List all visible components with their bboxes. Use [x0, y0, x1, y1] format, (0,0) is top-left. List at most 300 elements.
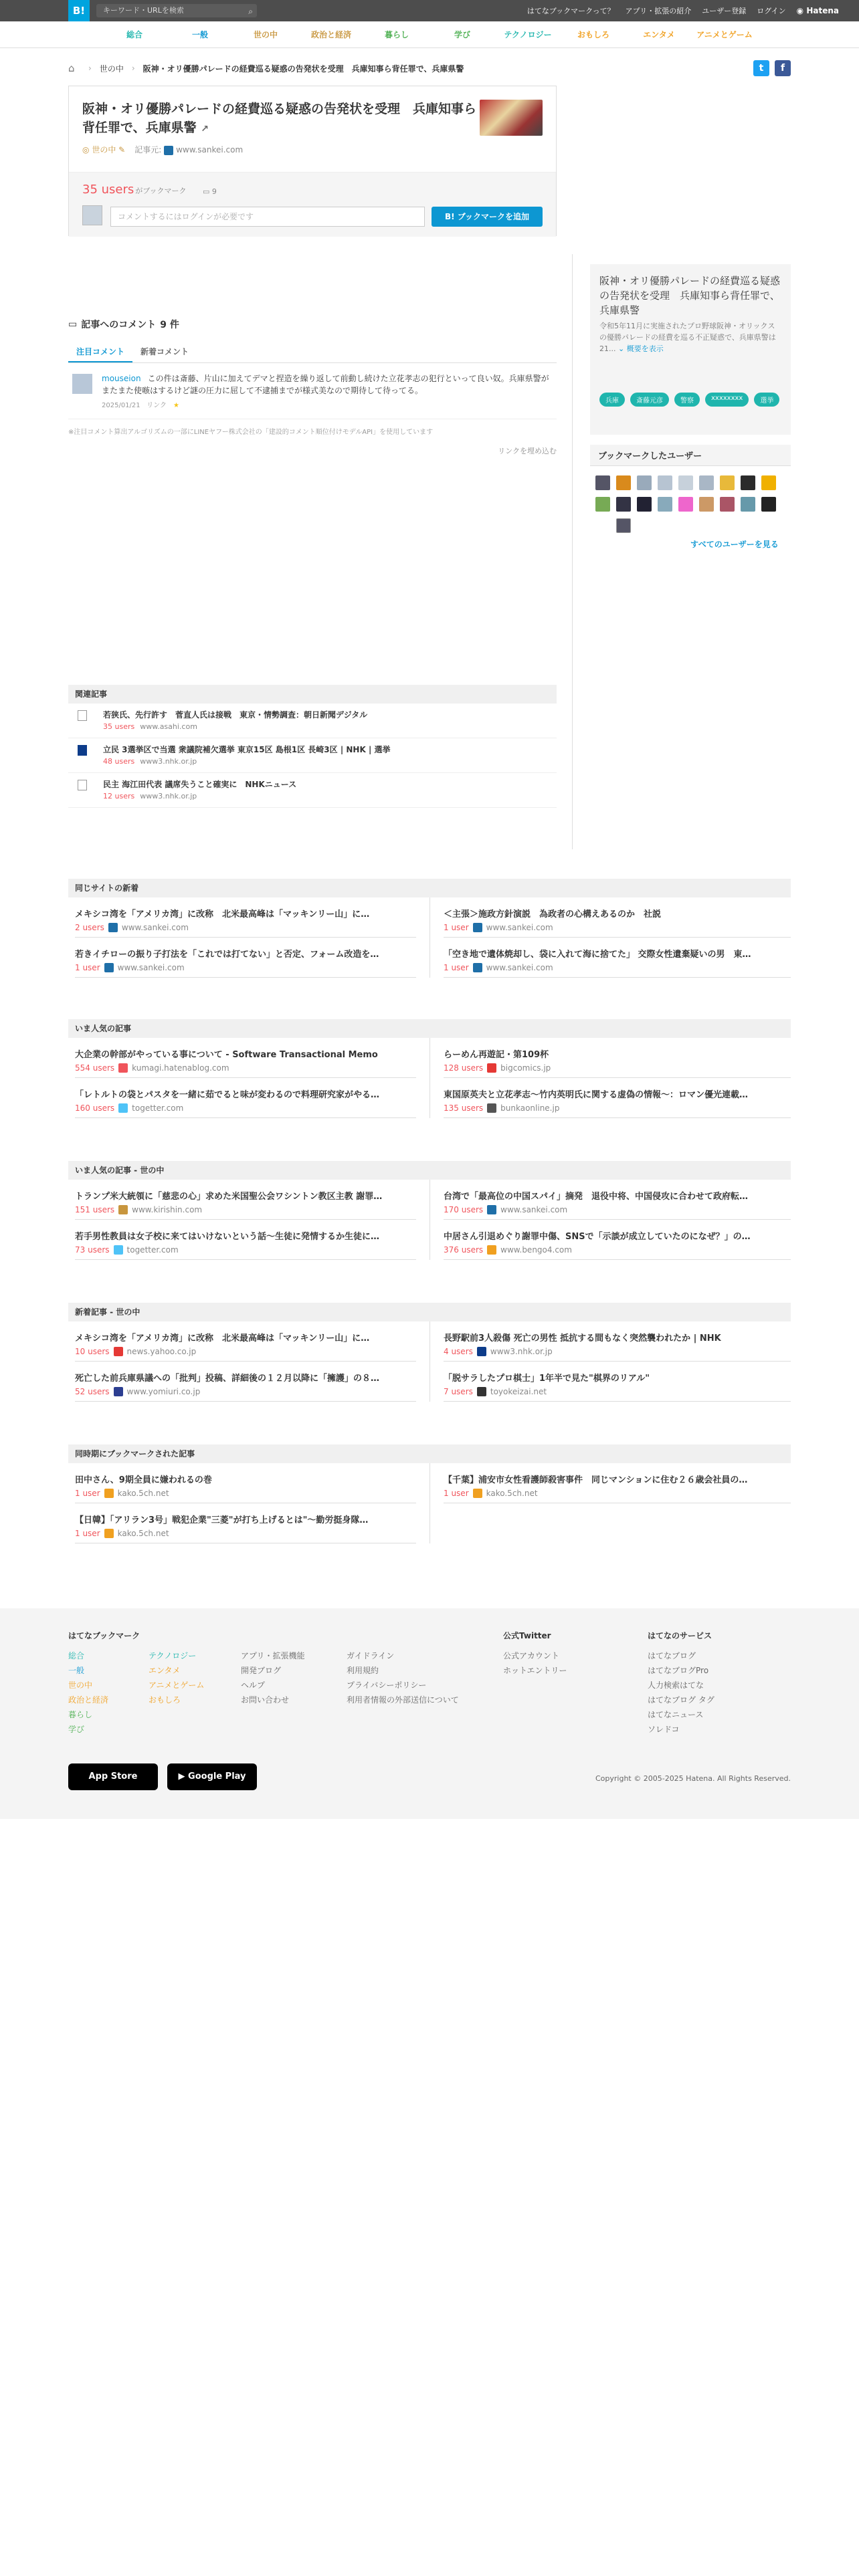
article-domain[interactable]: www.yomiuri.co.jp — [126, 1387, 201, 1396]
search-input[interactable] — [96, 4, 257, 17]
article-column-right — [430, 1180, 791, 1260]
article-users[interactable]: 1 user — [444, 963, 469, 972]
avatar — [82, 205, 102, 225]
footer-twitter-col — [503, 1628, 567, 1678]
bookmark-users-box — [590, 445, 791, 565]
comments-count: 9 件 — [160, 320, 179, 330]
users-box-title: ブックマークしたユーザー — [590, 445, 791, 466]
user-avatar[interactable] — [595, 497, 610, 512]
article-meta — [444, 1245, 572, 1255]
article-column-right — [430, 1038, 791, 1118]
user-avatar[interactable] — [699, 497, 714, 512]
embed-link[interactable]: リンクを埋め込む — [498, 447, 557, 455]
top-bar — [0, 0, 859, 21]
user-avatar[interactable] — [595, 475, 610, 490]
tab-new-comments[interactable]: 新着コメント — [140, 347, 189, 356]
search-placeholder: キーワード・URLを検索 — [103, 6, 184, 15]
hatena-brand-link[interactable] — [797, 6, 839, 15]
article-users[interactable]: 1 user — [75, 1529, 100, 1538]
article-domain[interactable]: kako.5ch.net — [486, 1489, 538, 1498]
user-avatar[interactable] — [616, 497, 631, 512]
comment-tabs — [68, 342, 557, 363]
footer-link[interactable]: 暮らし — [68, 1710, 93, 1719]
site-favicon-icon — [477, 1347, 486, 1356]
article-title[interactable]: 中居さん引退めぐり謝罪中傷、SNSで「示談が成立していたのになぜ？」の… — [444, 1232, 751, 1242]
footer-link[interactable]: 一般 — [68, 1666, 85, 1675]
breadcrumb-separator-icon: › — [131, 64, 135, 73]
category-nav-item[interactable]: 学び — [454, 30, 470, 39]
avatar[interactable] — [72, 374, 92, 394]
new-social-title: 新着記事 - 世の中 — [68, 1303, 791, 1321]
footer-services-title: はてなのサービス — [648, 1631, 712, 1640]
new-social-section — [68, 1303, 791, 1402]
hatena-icon: ◉ — [796, 6, 804, 15]
article-item[interactable] — [75, 1362, 416, 1402]
footer-link[interactable]: お問い合わせ — [241, 1695, 290, 1705]
article-title[interactable]: 長野駅前3人殺傷 死亡の男性 抵抗する間もなく突然襲われたか | NHK — [444, 1333, 721, 1344]
site-favicon-icon — [487, 1103, 496, 1113]
add-bookmark-label: ブックマークを追加 — [457, 212, 529, 221]
user-avatar[interactable] — [637, 475, 652, 490]
show-summary-link[interactable] — [618, 344, 664, 353]
article-item[interactable] — [75, 1220, 416, 1260]
article-column-right — [430, 1463, 791, 1543]
twitter-share-icon[interactable]: t — [753, 60, 769, 76]
user-avatar[interactable] — [658, 475, 672, 490]
nhk-favicon-icon — [78, 745, 87, 756]
article-item[interactable] — [444, 1321, 791, 1362]
category-nav-item[interactable]: エンタメ — [643, 30, 675, 39]
footer-link[interactable]: ホットエントリー — [503, 1666, 567, 1675]
article-source: 記事元: www.sankei.com — [134, 145, 244, 154]
article-column-left — [68, 1321, 430, 1402]
footer-link[interactable]: アニメとゲーム — [149, 1681, 205, 1690]
users-count-suffix: がブックマーク — [135, 187, 187, 195]
site-favicon-icon — [118, 1063, 128, 1073]
article-users[interactable]: 170 users — [444, 1205, 484, 1214]
footer-link[interactable]: アプリ・拡張機能 — [241, 1651, 305, 1660]
entry-meta — [82, 144, 243, 155]
article-title[interactable]: 大企業の幹部がやっている事について - Software Transactional Memo — [75, 1050, 378, 1060]
site-favicon-icon — [473, 1489, 482, 1498]
category-nav-item[interactable]: 世の中 — [253, 30, 278, 39]
article-title[interactable]: 田中さん、9期全員に嫌われるの巻 — [75, 1475, 212, 1485]
google-play-button[interactable] — [167, 1763, 257, 1790]
comment-count — [203, 187, 217, 196]
add-star-icon[interactable]: ★ — [173, 402, 179, 409]
site-favicon-icon — [487, 1245, 496, 1255]
signup-link[interactable]: ユーザー登録 — [702, 7, 747, 15]
footer-brand[interactable]: はてなブックマーク — [68, 1631, 140, 1640]
article-meta — [75, 1103, 183, 1113]
entry-title[interactable] — [82, 100, 477, 138]
article-item[interactable] — [75, 1180, 416, 1220]
footer-col4 — [347, 1648, 459, 1707]
footer-col1 — [68, 1648, 108, 1737]
about-link[interactable]: はてなブックマークって？ — [527, 7, 615, 15]
user-avatar[interactable] — [720, 497, 735, 512]
article-meta — [444, 1063, 551, 1073]
breadcrumb-separator-icon: › — [88, 64, 92, 73]
site-favicon-icon — [477, 1387, 486, 1396]
category-nav-item[interactable]: テクノロジー — [504, 30, 552, 39]
comment-user[interactable]: mouseion — [102, 374, 141, 383]
article-users[interactable]: 73 users — [75, 1245, 110, 1255]
article-item[interactable] — [444, 1463, 791, 1503]
article-item[interactable] — [75, 897, 416, 938]
article-domain[interactable]: bigcomics.jp — [500, 1063, 551, 1073]
footer-link[interactable]: はてなブログ — [648, 1651, 696, 1660]
article-meta — [444, 1387, 547, 1396]
tag-list — [599, 393, 781, 407]
login-link[interactable]: ログイン — [757, 7, 786, 15]
footer-brand-col — [68, 1628, 204, 1737]
bookmark-users-count[interactable] — [82, 183, 187, 197]
external-link-icon[interactable]: ↗ — [201, 124, 209, 134]
article-meta — [444, 1489, 538, 1498]
breadcrumb-category[interactable]: 世の中 — [99, 64, 124, 74]
article-column-right — [430, 897, 791, 978]
apps-link[interactable]: アプリ・拡張の紹介 — [625, 7, 692, 15]
popular-social-title: いま人気の記事 - 世の中 — [68, 1161, 791, 1180]
category-icon: ◎ — [82, 145, 90, 154]
related-item-users[interactable]: 48 users — [103, 757, 135, 766]
category-nav-item[interactable]: 総合 — [126, 30, 142, 39]
article-meta — [75, 923, 189, 932]
article-meta — [75, 1489, 169, 1498]
user-avatar[interactable] — [616, 518, 631, 533]
footer-twitter-title: 公式Twitter — [503, 1631, 551, 1640]
related-articles — [68, 685, 557, 808]
related-item[interactable] — [68, 738, 557, 773]
related-item-title[interactable]: 民主 海江田代表 議席失うこと確実に NHKニュース — [103, 780, 297, 789]
show-summary-label: 概要を表示 — [626, 344, 664, 353]
article-title[interactable]: 台湾で「最高位の中国スパイ」摘発 退役中将、中国侵攻に合わせて政府転… — [444, 1192, 749, 1202]
article-meta — [75, 1205, 202, 1214]
site-favicon-icon — [114, 1245, 123, 1255]
same-site-title: 同じサイトの新着 — [68, 879, 791, 897]
article-meta — [75, 1529, 169, 1538]
related-item-title[interactable]: 立民 3選挙区で当選 衆議院補欠選挙 東京15区 島根1区 長崎3区 | NHK | 選挙 — [103, 745, 391, 754]
tag-chip[interactable]: 斎藤元彦 — [630, 393, 669, 407]
user-avatar[interactable] — [741, 475, 755, 490]
article-users[interactable]: 376 users — [444, 1245, 484, 1255]
related-item-title[interactable]: 若狭氏、先行許す 菅直人氏は接戦 東京・情勢調査：朝日新聞デジタル — [103, 710, 368, 720]
tag-chip[interactable]: xxxxxxxx — [705, 393, 749, 407]
document-icon — [78, 780, 87, 790]
tag-chip[interactable]: 警察 — [674, 393, 700, 407]
user-avatar[interactable] — [595, 518, 610, 533]
hatena-bookmark-logo[interactable]: B! — [68, 0, 90, 21]
article-users[interactable]: 1 user — [444, 1489, 469, 1498]
summary-text-body: 令和5年11月に実施されたプロ野球阪神・オリックスの優勝パレードの経費を巡る不正疑惑で、兵庫県警は21... — [599, 322, 776, 353]
article-title[interactable]: 「レトルトの袋とパスタを一緒に茹でると味が変わるので料理研究家がやる… — [75, 1090, 380, 1100]
article-domain[interactable]: www.sankei.com — [486, 923, 553, 932]
article-column-left — [68, 1038, 430, 1118]
article-users[interactable]: 160 users — [75, 1103, 115, 1113]
category-nav-item[interactable]: 一般 — [191, 30, 208, 39]
article-column-left — [68, 897, 430, 978]
related-item-meta — [103, 722, 197, 731]
article-item[interactable] — [444, 1220, 791, 1260]
breadcrumb-current: 阪神・オリ優勝パレードの経費巡る疑惑の告発状を受理 兵庫知事ら背任罪で、兵庫県警 — [142, 64, 464, 74]
article-item[interactable] — [444, 1038, 791, 1078]
article-meta — [75, 963, 185, 972]
footer-link[interactable]: はてなニュース — [648, 1710, 704, 1719]
footer-link[interactable]: 利用規約 — [347, 1666, 379, 1675]
article-title[interactable]: メキシコ湾を「アメリカ湾」に改称 北米最高峰は「マッキンリー山」に… — [75, 909, 370, 920]
article-title[interactable]: らーめん再遊記・第109杯 — [444, 1050, 549, 1060]
tab-popular-comments[interactable]: 注目コメント — [68, 342, 132, 362]
footer-link[interactable]: 世の中 — [68, 1681, 93, 1690]
site-favicon-icon — [473, 963, 482, 972]
article-domain[interactable]: togetter.com — [132, 1103, 184, 1113]
article-title[interactable]: トランプ米大統領に「慈悲の心」求めた米国聖公会ワシントン教区主教 謝罪… — [75, 1192, 383, 1202]
same-period-section — [68, 1444, 791, 1543]
article-domain[interactable]: www.sankei.com — [486, 963, 553, 972]
breadcrumb — [68, 60, 791, 76]
bookmark-b-icon: B! — [445, 212, 455, 221]
popular-title: いま人気の記事 — [68, 1019, 791, 1038]
user-avatar[interactable] — [720, 475, 735, 490]
article-users[interactable]: 1 user — [444, 923, 469, 932]
article-meta — [75, 1347, 196, 1356]
all-users-link[interactable]: すべてのユーザーを見る — [690, 540, 779, 549]
site-favicon-icon — [104, 963, 114, 972]
related-item-domain[interactable]: www.asahi.com — [140, 722, 197, 731]
user-avatar[interactable] — [761, 475, 776, 490]
entry-category[interactable] — [82, 144, 125, 155]
article-column-left — [68, 1463, 430, 1543]
home-icon[interactable]: ⌂ — [68, 62, 75, 74]
article-meta — [75, 1245, 179, 1255]
user-avatar[interactable] — [616, 475, 631, 490]
footer-col3 — [241, 1648, 305, 1707]
user-avatar[interactable] — [678, 497, 693, 512]
article-domain[interactable]: kumagi.hatenablog.com — [132, 1063, 229, 1073]
chevron-down-icon: ⌄ — [618, 344, 625, 353]
google-play-label: Google Play — [188, 1772, 246, 1782]
search-icon[interactable]: ⌕ — [248, 7, 253, 16]
article-item[interactable] — [444, 1078, 791, 1118]
facebook-share-icon[interactable]: f — [775, 60, 791, 76]
article-users[interactable]: 128 users — [444, 1063, 484, 1073]
article-title[interactable]: 死亡した前兵庫県議への「批判」投稿、詳細後の１２月以降に「擁護」の８… — [75, 1374, 380, 1384]
category-nav — [0, 21, 859, 48]
related-item-users[interactable]: 12 users — [103, 792, 135, 800]
users-count-value[interactable]: 35 users — [82, 183, 134, 197]
article-domain[interactable]: www.sankei.com — [117, 963, 185, 972]
article-title[interactable]: 「空き地で遺体焼却し、袋に入れて海に捨てた」 交際女性遺棄疑いの男 東… — [444, 950, 751, 960]
article-meta — [444, 923, 553, 932]
footer — [0, 1608, 859, 1819]
article-domain[interactable]: bunkaonline.jp — [500, 1103, 560, 1113]
site-favicon-icon — [164, 146, 173, 155]
site-favicon-icon — [473, 923, 482, 932]
article-title[interactable]: 東国原英夫と立花孝志〜竹内英明氏に関する虚偽の情報〜：ロマン優光連載… — [444, 1090, 749, 1100]
entry-category-label: 世の中 — [92, 145, 116, 154]
footer-link[interactable]: テクノロジー — [149, 1651, 197, 1660]
article-users[interactable]: 1 user — [75, 963, 100, 972]
entry-title-text[interactable]: 阪神・オリ優勝パレードの経費巡る疑惑の告発状を受理 兵庫知事ら背任罪で、兵庫県警 — [82, 102, 477, 135]
tag-chip[interactable]: 選挙 — [754, 393, 779, 407]
user-avatar[interactable] — [699, 475, 714, 490]
footer-link[interactable]: エンタメ — [149, 1666, 181, 1675]
article-item[interactable] — [75, 1463, 416, 1503]
comment-meta — [102, 399, 179, 409]
same-site-section — [68, 879, 791, 978]
comment-body: この件は斎藤、片山に加えてデマと捏造を繰り返して前動し続けた立花孝志の犯行といって良い奴。兵庫県警がまたまた使嗾はするけど謎の圧力に屈して不逮捕までが様式美なので期待して待ってる。 — [102, 374, 549, 395]
add-bookmark-button[interactable] — [432, 207, 543, 227]
comment-date[interactable]: 2025/01/21 — [102, 402, 140, 409]
category-nav-item[interactable]: 暮らし — [384, 30, 409, 39]
comment-input[interactable]: コメントするにはログインが必要です — [110, 207, 425, 227]
related-item-meta — [103, 757, 197, 766]
article-meta — [75, 1063, 229, 1073]
article-users[interactable]: 7 users — [444, 1387, 473, 1396]
hatena-brand-label: Hatena — [806, 6, 839, 15]
footer-link[interactable]: 学び — [68, 1725, 85, 1734]
article-domain[interactable]: kako.5ch.net — [117, 1529, 169, 1538]
site-favicon-icon — [104, 1529, 114, 1538]
article-item[interactable] — [444, 1180, 791, 1220]
play-icon: ▶ — [178, 1772, 185, 1782]
related-item-users[interactable]: 35 users — [103, 722, 135, 731]
footer-link[interactable]: 政治と経済 — [68, 1695, 109, 1705]
footer-link[interactable]: ソレドコ — [648, 1725, 680, 1734]
comment-bubble-icon: ▭ — [68, 319, 78, 330]
footer-link[interactable]: おもしろ — [149, 1695, 181, 1705]
user-avatar-grid — [590, 475, 791, 533]
article-item[interactable] — [75, 1038, 416, 1078]
article-domain[interactable]: www.sankei.com — [121, 923, 189, 932]
article-users[interactable]: 2 users — [75, 923, 104, 932]
article-domain[interactable]: www.bengo4.com — [500, 1245, 572, 1255]
article-title[interactable]: 【日韓】「アリラン3号」戦犯企業"三菱"が打ち上げるとは"〜勤労挺身隊… — [75, 1515, 369, 1525]
edit-icon[interactable]: ✎ — [118, 145, 126, 154]
article-meta — [444, 963, 553, 972]
article-item[interactable] — [444, 897, 791, 938]
article-users[interactable]: 135 users — [444, 1103, 484, 1113]
comments-section — [68, 318, 557, 456]
article-meta — [75, 1387, 200, 1396]
comment-bubble-icon: ▭ — [203, 187, 210, 196]
document-icon — [78, 710, 87, 721]
article-item[interactable] — [75, 1503, 416, 1543]
summary-text — [599, 320, 781, 354]
article-title[interactable]: 若手男性教員は女子校に来てはいけないという話〜生徒に発情するか生徒に… — [75, 1232, 380, 1242]
article-meta — [444, 1103, 559, 1113]
article-domain[interactable]: kako.5ch.net — [117, 1489, 169, 1498]
footer-link[interactable]: はてなブログ タグ — [648, 1695, 714, 1705]
top-links — [527, 0, 839, 21]
article-domain[interactable]: toyokeizai.net — [490, 1387, 547, 1396]
summary-box — [590, 264, 791, 435]
article-column-left — [68, 1180, 430, 1260]
category-nav-item[interactable]: 政治と経済 — [310, 30, 351, 39]
article-users[interactable]: 1 user — [75, 1489, 100, 1498]
article-item[interactable] — [75, 938, 416, 978]
article-users[interactable]: 52 users — [75, 1387, 110, 1396]
article-title[interactable]: メキシコ湾を「アメリカ湾」に改称 北米最高峰は「マッキンリー山」に… — [75, 1333, 370, 1344]
article-title[interactable]: 「脱サラしたプロ棋士」1年半で見た"棋界のリアル" — [444, 1374, 650, 1384]
article-domain[interactable]: www3.nhk.or.jp — [490, 1347, 553, 1356]
footer-link[interactable]: ヘルプ — [241, 1681, 266, 1690]
comment-algorithm-note: ※注目コメント算出アルゴリズムの一部にLINEヤフー株式会社の「建設的コメント順位付けモデルAPI」を使用しています — [68, 429, 434, 436]
related-item-domain[interactable]: www3.nhk.or.jp — [140, 757, 197, 766]
article-users[interactable]: 554 users — [75, 1063, 115, 1073]
article-domain[interactable]: togetter.com — [126, 1245, 179, 1255]
article-domain[interactable]: www.sankei.com — [176, 145, 244, 154]
comment-link[interactable]: リンク — [147, 402, 167, 409]
footer-link[interactable]: 公式アカウント — [503, 1651, 559, 1660]
footer-link[interactable]: 人力検索はてな — [648, 1681, 704, 1690]
site-favicon-icon — [104, 1489, 114, 1498]
site-favicon-icon — [114, 1387, 123, 1396]
article-domain[interactable]: www.sankei.com — [500, 1205, 568, 1214]
article-meta — [444, 1347, 553, 1356]
article-domain[interactable]: www.kirishin.com — [132, 1205, 203, 1214]
site-favicon-icon — [487, 1063, 496, 1073]
share-buttons — [753, 60, 791, 76]
entry-thumbnail[interactable] — [480, 100, 543, 136]
entry-bookmark-area — [69, 172, 556, 237]
popular-social-section — [68, 1161, 791, 1260]
user-avatar[interactable] — [678, 475, 693, 490]
summary-title: 阪神・オリ優勝パレードの経費巡る疑惑の告発状を受理 兵庫知事ら背任罪で、兵庫県警 — [599, 275, 781, 316]
related-item-meta — [103, 792, 197, 800]
same-period-title: 同時期にブックマークされた記事 — [68, 1444, 791, 1463]
user-avatar[interactable] — [761, 497, 776, 512]
user-avatar[interactable] — [637, 497, 652, 512]
article-title[interactable]: 若きイチローの振り子打法を「これでは打てない」と否定、フォーム改造を… — [75, 950, 379, 960]
copyright: Copyright © 2005-2025 Hatena. All Rights Reserved. — [595, 1774, 791, 1783]
article-item[interactable] — [75, 1078, 416, 1118]
app-store-label: App Store — [88, 1772, 138, 1782]
footer-link[interactable]: ガイドライン — [347, 1651, 395, 1660]
footer-link[interactable]: 総合 — [68, 1651, 85, 1660]
article-item[interactable] — [444, 1362, 791, 1402]
article-users[interactable]: 4 users — [444, 1347, 473, 1356]
related-item-domain[interactable]: www3.nhk.or.jp — [140, 792, 197, 800]
site-favicon-icon — [487, 1205, 496, 1214]
article-item[interactable] — [75, 1321, 416, 1362]
footer-link[interactable]: 開発ブログ — [241, 1666, 282, 1675]
user-avatar[interactable] — [741, 497, 755, 512]
tag-chip[interactable]: 兵庫 — [599, 393, 625, 407]
comment-item — [68, 371, 557, 419]
article-users[interactable]: 151 users — [75, 1205, 115, 1214]
article-item[interactable] — [444, 938, 791, 978]
footer-link[interactable]: プライバシーポリシー — [347, 1681, 427, 1690]
comments-header — [68, 318, 557, 331]
article-domain[interactable]: news.yahoo.co.jp — [126, 1347, 197, 1356]
category-nav-item[interactable]: アニメとゲーム — [696, 30, 753, 39]
footer-link[interactable]: 利用者情報の外部送信について — [347, 1695, 459, 1705]
article-users[interactable]: 10 users — [75, 1347, 110, 1356]
related-item[interactable] — [68, 704, 557, 738]
comment-count-value: 9 — [211, 187, 217, 196]
site-favicon-icon — [108, 923, 118, 932]
footer-link[interactable]: はてなブログPro — [648, 1666, 709, 1675]
site-favicon-icon — [114, 1347, 123, 1356]
app-store-button[interactable] — [68, 1763, 158, 1790]
category-nav-item[interactable]: おもしろ — [577, 30, 609, 39]
article-title[interactable]: 【千葉】浦安市女性看護師殺害事件 同じマンションに住む２６歳会社員の… — [444, 1475, 748, 1485]
article-title[interactable]: ＜主張＞施政方針演説 為政者の心構えあるのか 社説 — [444, 909, 662, 920]
user-avatar[interactable] — [658, 497, 672, 512]
related-item[interactable] — [68, 773, 557, 808]
